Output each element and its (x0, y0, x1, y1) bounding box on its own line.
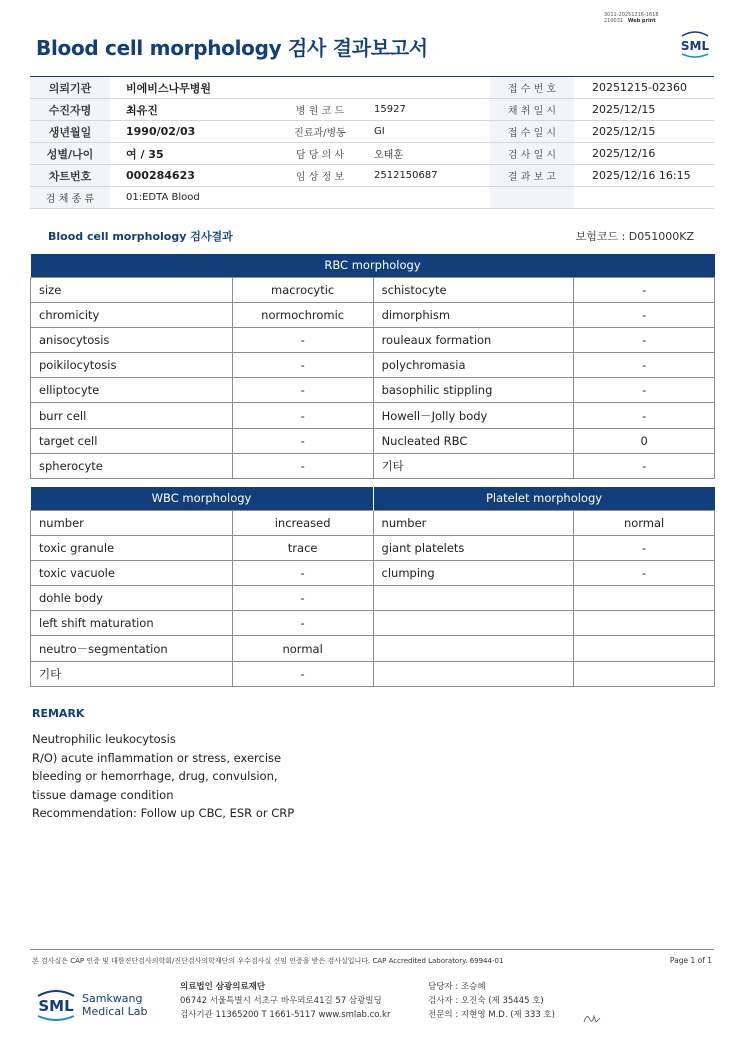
table-row (31, 661, 715, 686)
item-result: - (232, 586, 373, 611)
print-code: 3011-20251216-1618 210031 Web print (604, 12, 659, 24)
wbc-header: WBC morphology (31, 487, 374, 510)
info-value: 2025/12/15 (592, 125, 656, 138)
item-name: number (373, 510, 574, 535)
info-label: 차트번호 (30, 165, 110, 186)
item-name: anisocytosis (31, 327, 233, 352)
item-name: rouleaux formation (373, 327, 574, 352)
item-result: macrocytic (232, 277, 373, 302)
table-row (31, 611, 715, 636)
item-result: - (232, 327, 373, 352)
remark-text (32, 730, 294, 823)
item-name: toxic vacuole (31, 560, 233, 585)
item-result: - (574, 302, 715, 327)
table-row (31, 560, 715, 585)
item-result (574, 636, 715, 661)
remark-title: REMARK (32, 707, 85, 720)
item-result: - (574, 277, 715, 302)
item-name (373, 586, 574, 611)
item-name: dimorphism (373, 302, 574, 327)
info-label: 채 취 일 시 (490, 99, 574, 120)
info-value: 2512150687 (374, 170, 438, 181)
table-row (31, 353, 715, 378)
table-row (31, 510, 715, 535)
svg-text:Medical Lab: Medical Lab (82, 1005, 148, 1018)
remark-line: tissue damage condition (32, 787, 174, 802)
item-result (574, 661, 715, 686)
remark-line: Recommendation: Follow up CBC, ESR or CRP (32, 806, 295, 820)
signature (582, 1010, 602, 1026)
info-label (490, 187, 574, 208)
info-value: 15927 (374, 104, 406, 115)
item-name: basophilic stippling (373, 378, 574, 403)
info-row (30, 77, 714, 99)
item-result: 0 (574, 428, 715, 453)
item-name: schistocyte (373, 277, 574, 302)
item-result: - (574, 560, 715, 585)
item-result: - (574, 353, 715, 378)
item-name: polychromasia (373, 353, 574, 378)
remark-line: R/O) acute inflammation or stress, exercise (32, 750, 282, 765)
item-result: - (232, 453, 373, 478)
patient-info-table (30, 76, 714, 209)
info-value: 비에비스나무병원 (126, 81, 212, 95)
item-result: - (232, 403, 373, 428)
info-value: 오태훈 (374, 150, 403, 161)
info-row (30, 121, 714, 143)
info-label: 검 사 일 시 (490, 143, 574, 164)
item-name: number (31, 510, 233, 535)
item-result: - (574, 453, 715, 478)
info-value: 01:EDTA Blood (126, 192, 200, 203)
item-result (574, 611, 715, 636)
result-section-header (30, 228, 714, 246)
info-row (30, 143, 714, 165)
info-label: 접 수 번 호 (490, 77, 574, 98)
info-value: 20251215-02360 (592, 81, 687, 94)
item-name: elliptocyte (31, 378, 233, 403)
item-result: - (232, 353, 373, 378)
table-row (31, 277, 715, 302)
info-row (30, 99, 714, 121)
rbc-morphology-table (30, 254, 715, 479)
info-value: 000284623 (126, 169, 195, 182)
item-name (373, 636, 574, 661)
remark-line: bleeding or hemorrhage, drug, convulsion, (32, 769, 278, 783)
item-name: 기타 (31, 661, 233, 686)
item-name: spherocyte (31, 453, 233, 478)
info-row (30, 187, 714, 209)
svg-text:SML: SML (680, 39, 710, 53)
table-row (31, 453, 715, 478)
item-result: - (232, 661, 373, 686)
item-name (373, 661, 574, 686)
item-name: giant platelets (373, 535, 574, 560)
item-name: burr cell (31, 403, 233, 428)
item-result: - (574, 535, 715, 560)
item-name: left shift maturation (31, 611, 233, 636)
info-label: 병 원 코 드 (295, 106, 345, 117)
table-row (31, 327, 715, 352)
item-name: clumping (373, 560, 574, 585)
info-value: 2025/12/16 16:15 (592, 169, 691, 182)
page-number: Page 1 of 1 (669, 956, 712, 965)
info-label: 담 당 의 사 (295, 150, 345, 161)
info-label: 수진자명 (30, 99, 110, 120)
item-name: Nucleated RBC (373, 428, 574, 453)
info-label: 검 체 종 류 (30, 187, 110, 208)
info-value: 2025/12/16 (592, 147, 656, 160)
svg-text:Samkwang: Samkwang (82, 992, 143, 1005)
item-name: chromicity (31, 302, 233, 327)
item-result: - (574, 378, 715, 403)
remark-line: Neutrophilic leukocytosis (32, 732, 176, 746)
item-result: - (232, 378, 373, 403)
wbc-platelet-table (30, 487, 715, 687)
info-value: GI (374, 126, 385, 137)
svg-text:SML: SML (38, 997, 74, 1015)
page-title: Blood cell morphology 검사 결과보고서 (36, 36, 428, 60)
info-label: 성별/나이 (30, 143, 110, 164)
item-result: - (574, 403, 715, 428)
item-result: normal (574, 510, 715, 535)
item-result: increased (232, 510, 373, 535)
info-row (30, 165, 714, 187)
item-name: dohle body (31, 586, 233, 611)
info-label: 접 수 일 시 (490, 121, 574, 142)
info-value: 최유진 (126, 103, 158, 117)
insurance-code: 보험코드 : D051000KZ (575, 230, 694, 243)
item-result: normochromic (232, 302, 373, 327)
item-name: poikilocytosis (31, 353, 233, 378)
item-name: Howell－Jolly body (373, 403, 574, 428)
item-name: neutro－segmentation (31, 636, 233, 661)
item-result: normal (232, 636, 373, 661)
section-title: Blood cell morphology 검사결과 (48, 230, 233, 243)
item-result: trace (232, 535, 373, 560)
sml-logo (676, 28, 714, 60)
info-label: 임 상 정 보 (295, 172, 345, 183)
item-result (574, 586, 715, 611)
table-row (31, 428, 715, 453)
info-value: 2025/12/15 (592, 103, 656, 116)
platelet-header: Platelet morphology (373, 487, 714, 510)
item-result: - (232, 428, 373, 453)
info-label: 의뢰기관 (30, 77, 110, 98)
info-value: 여 / 35 (126, 147, 164, 161)
item-result: - (574, 327, 715, 352)
item-name: target cell (31, 428, 233, 453)
staff-info: 담당자 : 조승혜 검사자 : 오진숙 (제 35445 호) 전문의 : 지현영 M.D. (제 333 호) (428, 982, 555, 1020)
table-row (31, 586, 715, 611)
institution-info: 의료법인 삼광의료재단 06742 서울특별시 서초구 바우뫼로41길 57 삼광빌딩 검사기관 11365200 T 1661-5117 www.smlab.co.kr (180, 982, 391, 1020)
accreditation-note: 본 검사실은 CAP 인증 및 대한진단검사의학회/진단검사의학재단의 우수검사실 신임 인증을 받은 검사실입니다. CAP Accredited Laboratory. 69944-01 (32, 957, 504, 965)
table-row (31, 403, 715, 428)
item-name: 기타 (373, 453, 574, 478)
table-row (31, 636, 715, 661)
table-row (31, 302, 715, 327)
footer-divider (30, 949, 714, 950)
table-row (31, 535, 715, 560)
info-label: 생년월일 (30, 121, 110, 142)
item-result: - (232, 611, 373, 636)
item-name (373, 611, 574, 636)
info-label: 진료과/병동 (294, 128, 346, 139)
samkwang-logo (36, 984, 156, 1024)
item-name: size (31, 277, 233, 302)
table-row (31, 378, 715, 403)
item-result: - (232, 560, 373, 585)
rbc-header: RBC morphology (31, 254, 715, 277)
info-label: 결 과 보 고 (490, 165, 574, 186)
info-value: 1990/02/03 (126, 125, 196, 138)
item-name: toxic granule (31, 535, 233, 560)
